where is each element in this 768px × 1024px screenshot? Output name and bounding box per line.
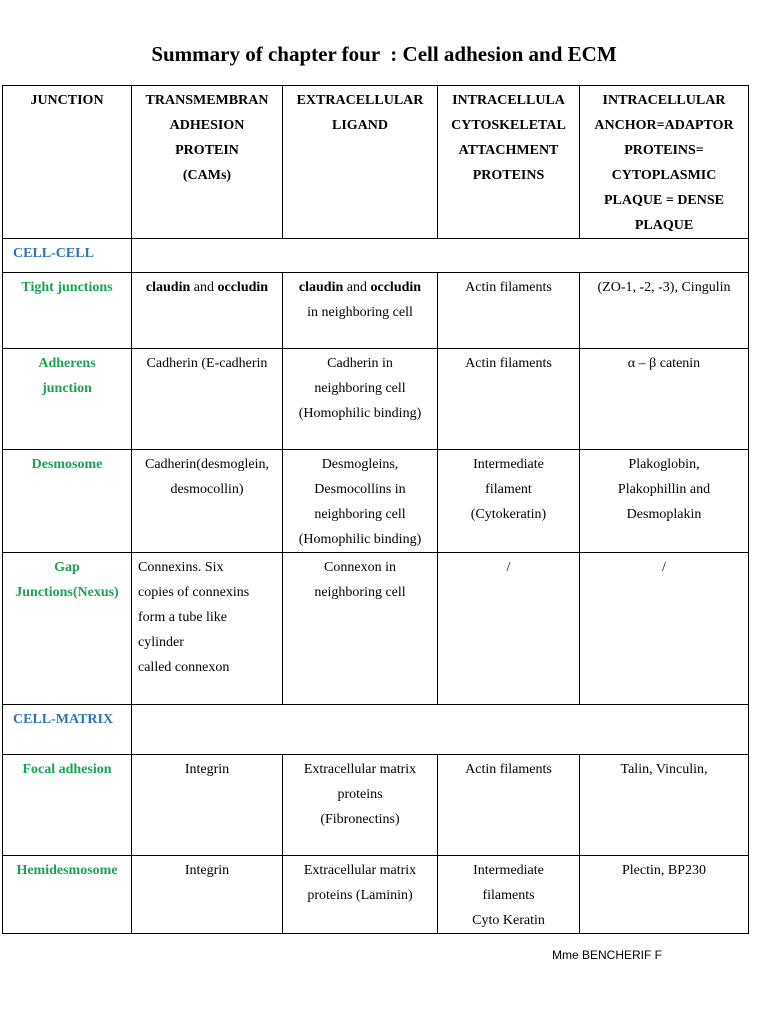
cam-cell: Connexins. Six copies of connexins form a tube like cylinder called connexon: [132, 553, 283, 705]
cam-cell: Integrin: [132, 856, 283, 934]
section-row-cell-cell: [3, 239, 749, 273]
section-row-cell-matrix: [3, 705, 749, 755]
ligand-cell: Desmogleins, Desmocollins in neighboring cell (Homophilic binding): [283, 450, 438, 553]
anchor-cell: (ZO-1, -2, -3), Cingulin: [580, 273, 749, 349]
cyto-cell: /: [438, 553, 580, 705]
cyto-cell: Actin filaments: [438, 755, 580, 856]
author-footer: Mme BENCHERIF F: [552, 948, 663, 962]
page-title: Summary of chapter four : Cell adhesion and ECM: [151, 42, 617, 66]
table-row: [3, 553, 749, 705]
header-transmembrane: TRANSMEMBRAN ADHESION PROTEIN (CAMs): [132, 86, 283, 239]
anchor-cell: Plectin, BP230: [580, 856, 749, 934]
ligand-cell: Cadherin in neighboring cell (Homophilic binding): [283, 349, 438, 450]
ligand-cell: Extracellular matrix proteins (Laminin): [283, 856, 438, 934]
ligand-cell: Extracellular matrix proteins (Fibronectins): [283, 755, 438, 856]
cam-cell: Cadherin(desmoglein, desmocollin): [132, 450, 283, 553]
cyto-cell: Actin filaments: [438, 349, 580, 450]
row-label: Tight junctions: [3, 273, 132, 349]
table-row: [3, 450, 749, 553]
section-label: CELL-CELL: [3, 239, 132, 273]
header-junction: JUNCTION: [3, 86, 132, 239]
ligand-cell: claudin and occludin in neighboring cell: [283, 273, 438, 349]
anchor-cell: Talin, Vinculin,: [580, 755, 749, 856]
row-label: Adherens junction: [3, 349, 132, 450]
cyto-cell: Intermediate filaments Cyto Keratin: [438, 856, 580, 934]
table-row: [3, 349, 749, 450]
cyto-cell: Actin filaments: [438, 273, 580, 349]
cam-cell: Cadherin (E-cadherin: [132, 349, 283, 450]
anchor-cell: Plakoglobin, Plakophillin and Desmoplakin: [580, 450, 749, 553]
table-row: [3, 273, 749, 349]
cyto-cell: Intermediate filament (Cytokeratin): [438, 450, 580, 553]
row-label: Desmosome: [3, 450, 132, 553]
row-label: Gap Junctions(Nexus): [3, 553, 132, 705]
table-row: [3, 755, 749, 856]
section-label: CELL-MATRIX: [3, 705, 132, 755]
anchor-cell: /: [580, 553, 749, 705]
header-row: [3, 86, 749, 239]
row-label: Hemidesmosome: [3, 856, 132, 934]
cam-cell: claudin and occludin: [132, 273, 283, 349]
anchor-cell: α – β catenin: [580, 349, 749, 450]
header-cytoskeletal: INTRACELLULA CYTOSKELETAL ATTACHMENT PROTEINS: [438, 86, 580, 239]
header-anchor: INTRACELLULAR ANCHOR=ADAPTOR PROTEINS= CYTOPLASMIC PLAQUE = DENSE PLAQUE: [580, 86, 749, 239]
row-label: Focal adhesion: [3, 755, 132, 856]
ligand-cell: Connexon in neighboring cell: [283, 553, 438, 705]
header-extracellular-ligand: EXTRACELLULAR LIGAND: [283, 86, 438, 239]
table-row: [3, 856, 749, 934]
summary-table: [2, 85, 749, 934]
cam-cell: Integrin: [132, 755, 283, 856]
